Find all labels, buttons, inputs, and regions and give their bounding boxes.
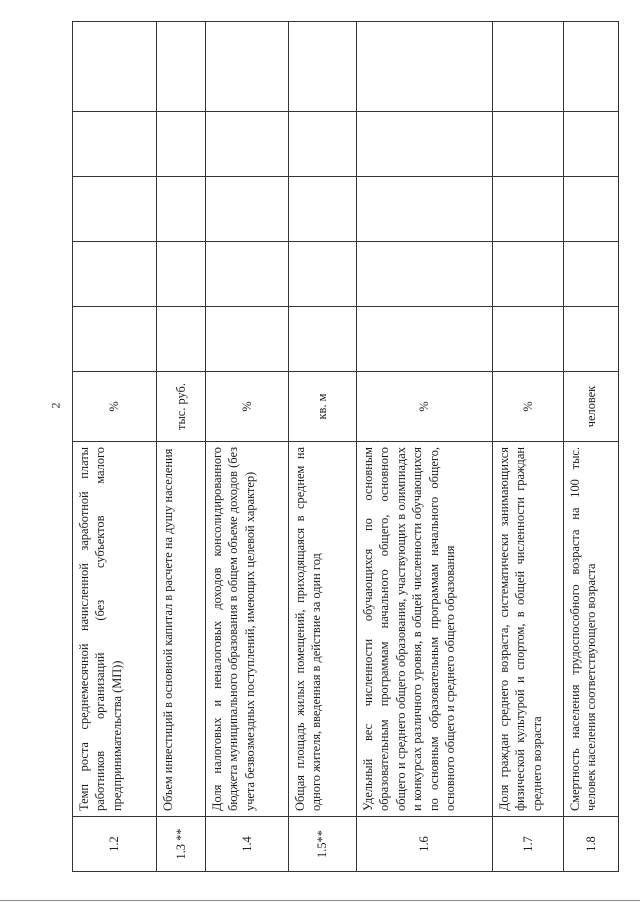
bottom-edge-line xyxy=(0,900,640,901)
value-cell xyxy=(564,242,619,307)
value-cell xyxy=(157,242,206,307)
indicator-name-cell: Удельный вес численности обучающихся по основным образовательным программам начального общего, основного общего и среднего общего образования, участвующих в олимпиадах и конкурсах различного уровня, в общей численности обучающихся по основным образовательным программам начального общего, основного общего и среднего общего образования xyxy=(357,442,493,817)
unit-cell: % xyxy=(357,372,493,442)
value-cell xyxy=(73,22,157,112)
value-cell xyxy=(357,307,493,372)
value-cell xyxy=(564,307,619,372)
table-row xyxy=(493,22,564,872)
value-cell xyxy=(206,307,289,372)
unit-cell: кв. м xyxy=(289,372,357,442)
table-body xyxy=(73,22,619,872)
table-row xyxy=(73,22,157,872)
indicator-name-cell: Объем инвестиций в основной капитал в расчете на душу населения xyxy=(157,442,206,817)
row-number-cell: 1.2 xyxy=(73,817,157,872)
value-cell xyxy=(157,307,206,372)
value-cell xyxy=(206,177,289,242)
value-cell xyxy=(157,22,206,112)
row-number-cell: 1.5** xyxy=(289,817,357,872)
row-number-cell: 1.8 xyxy=(564,817,619,872)
value-cell xyxy=(564,22,619,112)
indicator-name-cell: Смертность населения трудоспособного возраста на 100 тыс. человек населения соответствующего возраста xyxy=(564,442,619,817)
indicator-name-cell: Доля граждан среднего возраста, систематически занимающихся физической культурой и спортом, в общей численности граждан среднего возраста xyxy=(493,442,564,817)
table-row xyxy=(564,22,619,872)
value-cell xyxy=(73,112,157,177)
unit-cell: % xyxy=(73,372,157,442)
unit-cell: тыс. руб. xyxy=(157,372,206,442)
value-cell xyxy=(493,177,564,242)
value-cell xyxy=(493,307,564,372)
value-cell xyxy=(157,177,206,242)
unit-cell: % xyxy=(206,372,289,442)
row-number-cell: 1.4 xyxy=(206,817,289,872)
value-cell xyxy=(564,177,619,242)
row-number-cell: 1.6 xyxy=(357,817,493,872)
value-cell xyxy=(289,112,357,177)
table-row xyxy=(289,22,357,872)
value-cell xyxy=(493,112,564,177)
row-number-cell: 1.7 xyxy=(493,817,564,872)
table-row xyxy=(357,22,493,872)
value-cell xyxy=(206,242,289,307)
value-cell xyxy=(357,177,493,242)
value-cell xyxy=(564,112,619,177)
row-number-cell: 1.3 ** xyxy=(157,817,206,872)
value-cell xyxy=(493,22,564,112)
indicator-name-cell: Доля налоговых и неналоговых доходов консолидированного бюджета муниципального образования в общем объеме доходов (без учета безвозмездных поступлений, имеющих целевой характер) xyxy=(206,442,289,817)
value-cell xyxy=(289,22,357,112)
value-cell xyxy=(357,22,493,112)
value-cell xyxy=(357,242,493,307)
indicator-name-cell: Общая площадь жилых помещений, приходящаяся в среднем на одного жителя, введенная в действие за один год xyxy=(289,442,357,817)
value-cell xyxy=(289,307,357,372)
value-cell xyxy=(157,112,206,177)
value-cell xyxy=(206,22,289,112)
value-cell xyxy=(493,242,564,307)
value-cell xyxy=(73,307,157,372)
table-row xyxy=(206,22,289,872)
value-cell xyxy=(289,177,357,242)
value-cell xyxy=(206,112,289,177)
value-cell xyxy=(73,177,157,242)
value-cell xyxy=(73,242,157,307)
rotated-table-wrapper xyxy=(72,22,599,872)
indicators-table xyxy=(72,21,619,872)
unit-cell: % xyxy=(493,372,564,442)
unit-cell: человек xyxy=(564,372,619,442)
value-cell xyxy=(357,112,493,177)
table-row xyxy=(157,22,206,872)
value-cell xyxy=(289,242,357,307)
indicator-name-cell: Темп роста среднемесячной начисленной заработной платы работников организаций (без субъектов малого предпринимательства (МП)) xyxy=(73,442,157,817)
page-number: 2 xyxy=(48,402,63,409)
